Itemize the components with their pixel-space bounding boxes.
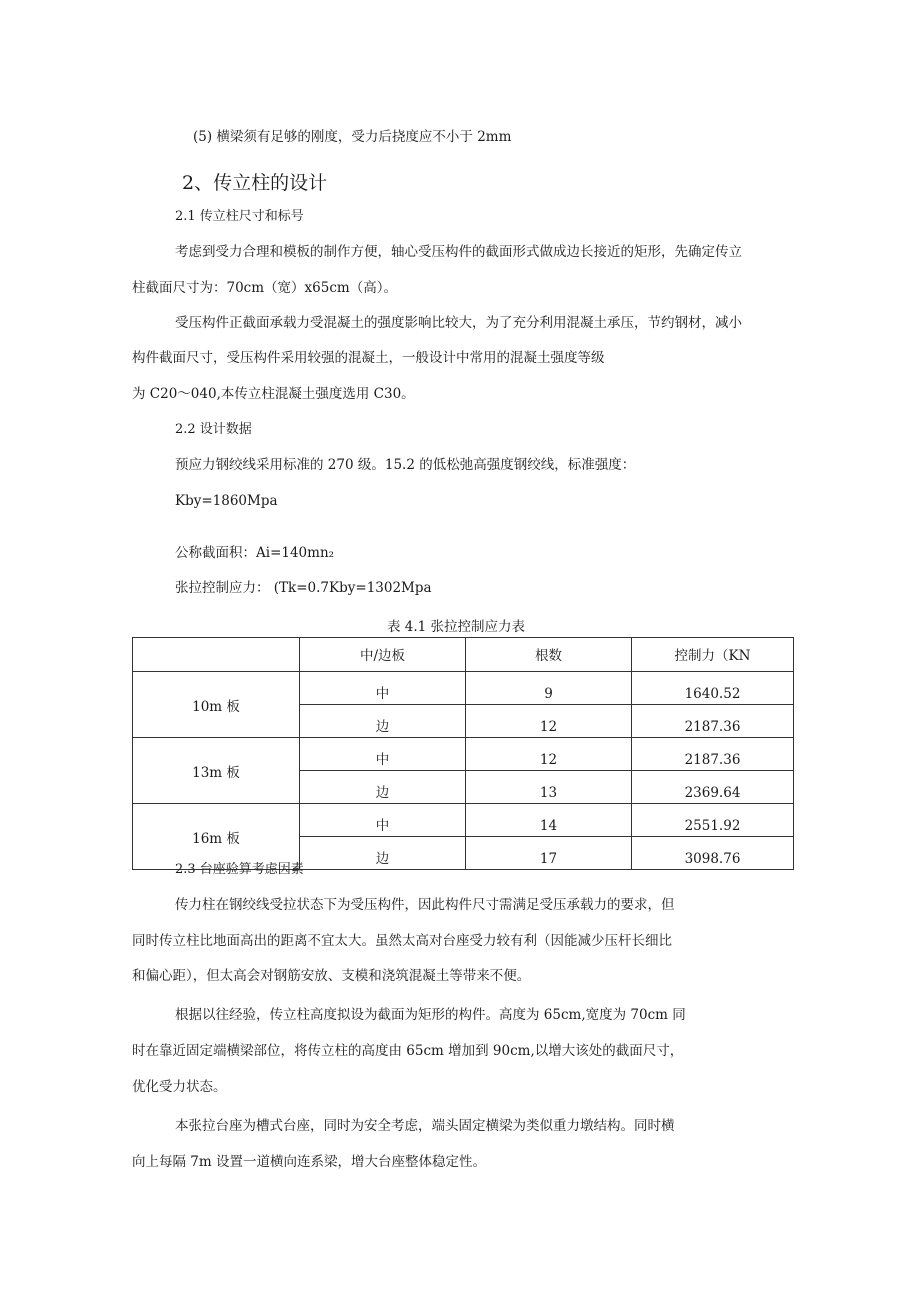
paragraph-line: 受压构件正截面承载力受混凝土的强度影响比较大，为了充分利用混凝土承压，节约钢材，减小 xyxy=(175,315,742,331)
table-cell: 17 xyxy=(466,837,632,870)
subsection-2-2: 2.2 设计数据 xyxy=(175,422,252,437)
table-cell: 12 xyxy=(466,738,632,771)
header-cell: 控制力（KN xyxy=(632,638,794,672)
table-cell: 13 xyxy=(466,771,632,804)
header-cell xyxy=(133,638,300,672)
table-cell: 2187.36 xyxy=(632,705,794,738)
header-cell: 中/边板 xyxy=(300,638,466,672)
table-cell: 中 xyxy=(300,738,466,771)
formula-tk: 张拉控制应力： (Tk=0.7Kby=1302Mpa xyxy=(175,580,432,596)
paragraph-line: 本张拉台座为槽式台座，同时为安全考虑，端头固定横梁为类似重力墩结构。同时横 xyxy=(175,1118,675,1134)
table-cell: 边 xyxy=(300,705,466,738)
paragraph-line: 预应力钢绞线采用标准的 270 级。15.2 的低松弛高强度钢绞线，标准强度： xyxy=(175,457,636,473)
paragraph-line: 考虑到受力合理和模板的制作方便，轴心受压构件的截面形式做成边长接近的矩形，先确定传立 xyxy=(175,244,742,260)
group-label: 13m 板 xyxy=(133,738,300,804)
subsection-2-1: 2.1 传立柱尺寸和标号 xyxy=(175,209,304,224)
formula-kby: Kby=1860Mpa xyxy=(175,493,278,509)
paragraph-line: 为 C20〜040,本传立柱混凝土强度选用 C30。 xyxy=(132,386,415,402)
clause-5: (5) 横梁须有足够的刚度，受力后挠度应不小于 2mm xyxy=(193,129,512,145)
paragraph-line: 和偏心距），但太高会对钢筋安放、支模和浇筑混凝土等带来不便。 xyxy=(132,968,531,984)
header-cell: 根数 xyxy=(466,638,632,672)
table-cell: 中 xyxy=(300,672,466,705)
table-row xyxy=(133,804,794,837)
paragraph-line: 同时传立柱比地面高出的距离不宜太大。虽然太高对台座受力较有利（因能减少压杆长细比 xyxy=(132,933,672,949)
table-row xyxy=(133,672,794,705)
paragraph-line: 构件截面尺寸，受压构件采用较强的混凝土，一般设计中常用的混凝土强度等级 xyxy=(132,350,605,366)
table-cell: 1640.52 xyxy=(632,672,794,705)
section-heading-2: 2、传立柱的设计 xyxy=(182,172,328,194)
table-cell: 2187.36 xyxy=(632,738,794,771)
subsection-2-3: 2.3 台座验算考虑因素 xyxy=(175,862,304,877)
group-label: 10m 板 xyxy=(133,672,300,738)
table-cell: 3098.76 xyxy=(632,837,794,870)
tension-control-table xyxy=(132,637,794,870)
paragraph-line: 柱截面尺寸为：70cm（宽）x65cm（高）。 xyxy=(132,280,397,296)
formula-area: 公称截面积：Ai=140mn₂ xyxy=(175,545,335,561)
table-cell: 边 xyxy=(300,771,466,804)
table-cell: 9 xyxy=(466,672,632,705)
table-cell: 14 xyxy=(466,804,632,837)
table-caption: 表 4.1 张拉控制应力表 xyxy=(387,619,526,635)
table-cell: 2369.64 xyxy=(632,771,794,804)
table-cell: 中 xyxy=(300,804,466,837)
table-row xyxy=(133,738,794,771)
table-header-row xyxy=(133,638,794,672)
group-label: 16m 板 xyxy=(133,804,300,870)
table-cell: 12 xyxy=(466,705,632,738)
paragraph-line: 优化受力状态。 xyxy=(132,1079,227,1095)
table-cell: 边 xyxy=(300,837,466,870)
paragraph-line: 根据以往经验，传立柱高度拟设为截面为矩形的构件。高度为 65cm,宽度为 70cm 同 xyxy=(175,1007,686,1023)
paragraph-line: 传力柱在钢绞线受拉状态下为受压构件，因此构件尺寸需满足受压承载力的要求，但 xyxy=(175,897,675,913)
paragraph-line: 时在靠近固定端横梁部位，将传立柱的高度由 65cm 增加到 90cm,以增大该处的截面尺寸， xyxy=(132,1043,684,1059)
table-cell: 2551.92 xyxy=(632,804,794,837)
paragraph-line: 向上每隔 7m 设置一道横向连系梁，增大台座整体稳定性。 xyxy=(132,1154,486,1170)
